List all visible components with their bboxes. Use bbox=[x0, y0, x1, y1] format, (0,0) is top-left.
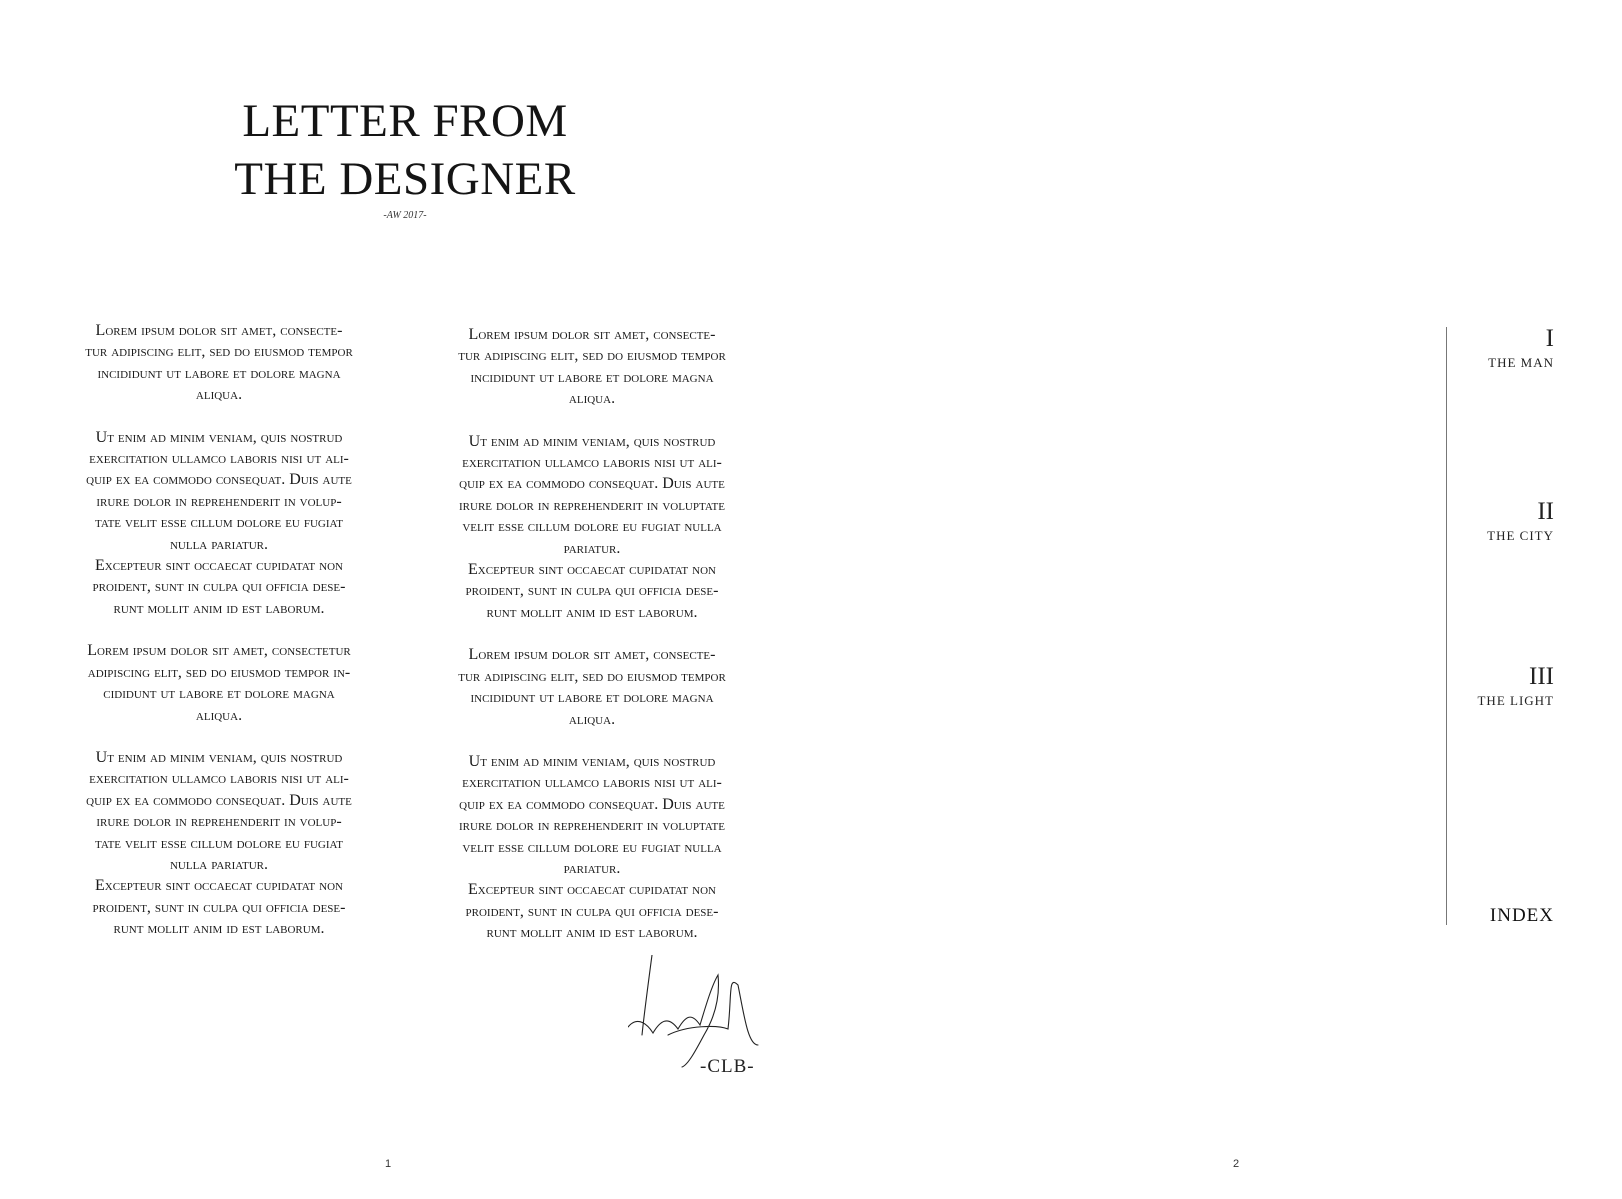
paragraph: Ut enim ad minim veniam, quis nostrud exercitation ullamco laboris nisi ut ali- quip ex ea commodo consequat. Duis aute irure dolor in reprehenderit in volup- tate velit esse cillum dolore eu fugiat nulla pariatur. bbox=[86, 748, 352, 873]
toc-item-the-city[interactable] bbox=[1487, 498, 1554, 544]
page-number-left: 1 bbox=[385, 1158, 392, 1170]
page-number-right: 2 bbox=[1233, 1158, 1240, 1170]
toc-label: THE LIGHT bbox=[1477, 693, 1554, 708]
toc-numeral: II bbox=[1537, 498, 1554, 525]
paragraph: Ut enim ad minim veniam, quis nostrud exercitation ullamco laboris nisi ut ali- quip ex ea commodo consequat. Duis aute irure dolor in reprehenderit in volup- tate velit esse cillum dolore eu fugiat nulla pariatur. bbox=[86, 428, 352, 553]
paragraph: Excepteur sint occaecat cupidatat non proident, sunt in culpa qui officia dese- runt mollit anim id est laborum. bbox=[465, 561, 719, 621]
toc-item-the-light[interactable] bbox=[1477, 663, 1554, 709]
right-text-column bbox=[427, 324, 757, 965]
page-subtitle: -AW 2017- bbox=[383, 210, 427, 221]
toc-numeral: I bbox=[1545, 325, 1554, 352]
paragraph: Excepteur sint occaecat cupidatat non proident, sunt in culpa qui officia dese- runt mollit anim id est laborum. bbox=[92, 557, 346, 617]
paragraph: Lorem ipsum dolor sit amet, consectetur adipiscing elit, sed do eiusmod tempor in- cididunt ut labore et dolore magna aliqua. bbox=[87, 642, 351, 724]
paragraph: Excepteur sint occaecat cupidatat non proident, sunt in culpa qui officia dese- runt mollit anim id est laborum. bbox=[92, 877, 346, 938]
paragraph: Ut enim ad minim veniam, quis nostrud exercitation ullamco laboris nisi ut ali- quip ex ea commodo consequat. Duis aute irure dolor in reprehenderit in voluptate velit esse cillum dolore eu fugiat nulla pariatur. bbox=[459, 752, 725, 877]
paragraph: Lorem ipsum dolor sit amet, consecte- tur adipiscing elit, sed do eiusmod tempor incididunt ut labore et dolore magna aliqua. bbox=[458, 646, 726, 728]
toc-numeral: III bbox=[1529, 663, 1554, 690]
signature-name: -CLB- bbox=[700, 1056, 755, 1077]
toc-label: THE MAN bbox=[1488, 355, 1554, 370]
toc-label: THE CITY bbox=[1487, 528, 1554, 543]
toc-divider bbox=[1446, 327, 1447, 925]
paragraph: Lorem ipsum dolor sit amet, consecte- tur adipiscing elit, sed do eiusmod tempor incididunt ut labore et dolore magna aliqua. bbox=[85, 322, 353, 404]
toc-item-index[interactable]: INDEX bbox=[1489, 905, 1554, 926]
title-line-1: LETTER FROM bbox=[242, 95, 568, 147]
paragraph: Lorem ipsum dolor sit amet, consecte- tur adipiscing elit, sed do eiusmod tempor incididunt ut labore et dolore magna aliqua. bbox=[458, 326, 726, 408]
title-line-2: THE DESIGNER bbox=[234, 153, 576, 205]
paragraph: Ut enim ad minim veniam, quis nostrud exercitation ullamco laboris nisi ut ali- quip ex ea commodo consequat. Duis aute irure dolor in reprehenderit in voluptate velit esse cillum dolore eu fugiat nulla pariatur. bbox=[459, 432, 725, 557]
left-text-column bbox=[54, 320, 384, 961]
toc-item-the-man[interactable] bbox=[1488, 325, 1554, 371]
paragraph: Excepteur sint occaecat cupidatat non proident, sunt in culpa qui officia dese- runt mollit anim id est laborum. bbox=[465, 881, 719, 942]
page-title bbox=[195, 92, 615, 208]
